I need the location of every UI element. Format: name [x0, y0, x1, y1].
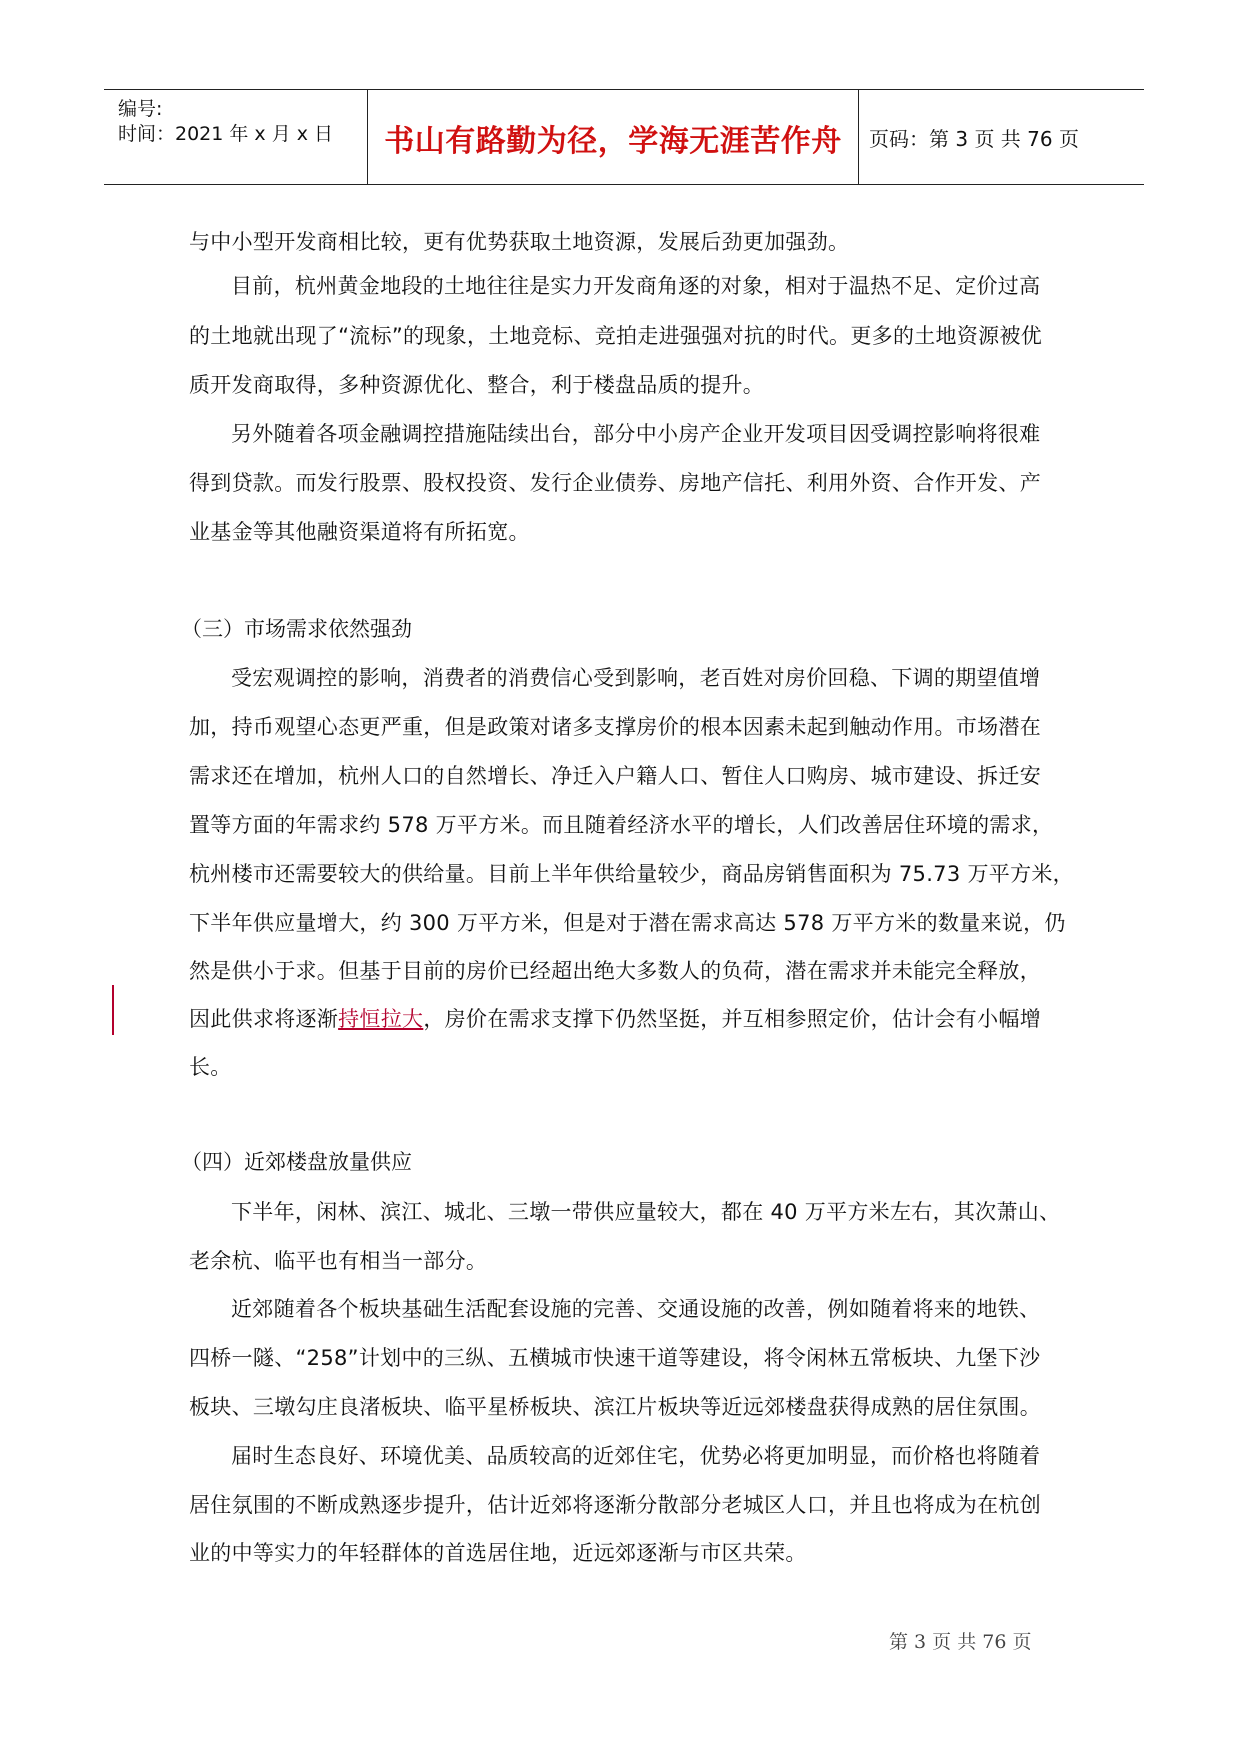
revision-bar	[112, 985, 114, 1035]
header-motto-cell	[367, 90, 859, 184]
tracked-insertion[interactable]: 持恒拉大	[338, 1007, 424, 1031]
paragraph-line: 长。	[189, 1055, 232, 1079]
paragraph-line: 另外随着各项金融调控措施陆续出台，部分中小房产企业开发项目因受调控影响将很难	[231, 422, 1041, 446]
paragraph-line: 届时生态良好、环境优美、品质较高的近郊住宅，优势必将更加明显，而价格也将随着	[231, 1444, 1041, 1468]
paragraph-line: 业基金等其他融资渠道将有所拓宽。	[189, 520, 530, 544]
doc-number-label: 编号:	[118, 98, 163, 120]
paragraph-line: 老余杭、临平也有相当一部分。	[189, 1249, 488, 1273]
paragraph-line: 板块、三墩勾庄良渚板块、临平星桥板块、滨江片板块等近远郊楼盘获得成熟的居住氛围。	[189, 1395, 1041, 1419]
paragraph-line: 然是供小于求。但基于目前的房价已经超出绝大多数人的负荷，潜在需求并未能完全释放，	[189, 959, 1041, 983]
paragraph-line: 需求还在增加，杭州人口的自然增长、净迁入户籍人口、暂住人口购房、城市建设、拆迁安	[189, 764, 1041, 788]
section-heading-4: （四）近郊楼盘放量供应	[181, 1150, 412, 1174]
paragraph-line: 居住氛围的不断成熟逐步提升，估计近郊将逐渐分散部分老城区人口，并且也将成为在杭创	[189, 1493, 1041, 1517]
paragraph-line: 杭州楼市还需要较大的供给量。目前上半年供给量较少，商品房销售面积为 75.73 万平方米，	[189, 862, 1074, 886]
footer-page-number: 第 3 页 共 76 页	[889, 1631, 1032, 1653]
text-span: 因此供求将逐渐	[189, 1007, 339, 1031]
header-page-info: 页码：第 3 页 共 76 页	[869, 127, 1079, 151]
document-header	[104, 89, 1144, 185]
header-motto: 书山有路勤为径，学海无涯苦作舟	[384, 124, 842, 159]
paragraph-line: 下半年，闲林、滨江、城北、三墩一带供应量较大，都在 40 万平方米左右，其次萧山、	[231, 1200, 1061, 1224]
text-span: ，房价在需求支撑下仍然坚挺，并互相参照定价，估计会有小幅增	[423, 1007, 1042, 1031]
paragraph-line: 近郊随着各个板块基础生活配套设施的完善、交通设施的改善，例如随着将来的地铁、	[231, 1297, 1041, 1321]
paragraph-line: 与中小型开发商相比较，更有优势获取土地资源，发展后劲更加强劲。	[189, 230, 850, 254]
paragraph-line: 四桥一隧、“258”计划中的三纵、五横城市快速干道等建设，将令闲林五常板块、九堡下沙	[189, 1346, 1041, 1370]
paragraph-line: 得到贷款。而发行股票、股权投资、发行企业债券、房地产信托、利用外资、合作开发、产	[189, 471, 1041, 495]
paragraph-line: 置等方面的年需求约 578 万平方米。而且随着经济水平的增长，人们改善居住环境的需求，	[189, 813, 1054, 837]
doc-time-label: 时间：2021 年 x 月 x 日	[118, 123, 334, 145]
paragraph-line	[189, 1003, 1059, 1033]
section-heading-3: （三）市场需求依然强劲	[181, 617, 412, 641]
header-page-cell	[859, 90, 1144, 184]
paragraph-line: 质开发商取得，多种资源优化、整合，利于楼盘品质的提升。	[189, 373, 765, 397]
paragraph-line: 受宏观调控的影响，消费者的消费信心受到影响，老百姓对房价回稳、下调的期望值增	[231, 666, 1041, 690]
paragraph-line: 的土地就出现了“流标”的现象，土地竞标、竞拍走进强强对抗的时代。更多的土地资源被优	[189, 324, 1043, 348]
paragraph-line: 业的中等实力的年轻群体的首选居住地，近远郊逐渐与市区共荣。	[189, 1541, 807, 1565]
paragraph-line: 下半年供应量增大，约 300 万平方米，但是对于潜在需求高达 578 万平方米的数量来说，仍	[189, 911, 1066, 935]
header-meta-cell	[104, 90, 367, 184]
paragraph-line: 加，持币观望心态更严重，但是政策对诸多支撑房价的根本因素未起到触动作用。市场潜在	[189, 715, 1041, 739]
paragraph-line: 目前，杭州黄金地段的土地往往是实力开发商角逐的对象，相对于温热不足、定价过高	[231, 274, 1041, 298]
